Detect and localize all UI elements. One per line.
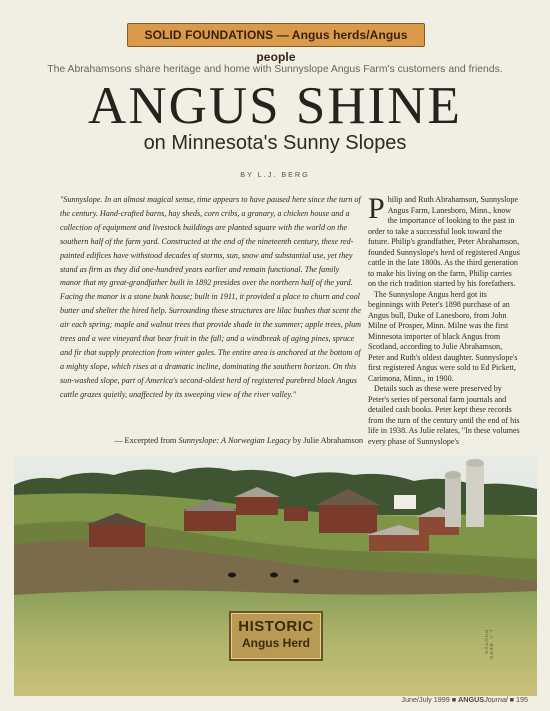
footer-magazine-suffix: Journal (484, 695, 508, 704)
photo-credit: L.J. BERG PHOTOS (484, 630, 494, 661)
excerpt-quote: "Sunnyslope. In an almost magical sense, time appears to have paused here since the turn of the century. Hand-crafted barns, hay sheds, corn cribs, a granary, a chicken house and a collection of equipment and livestock buildings are planted square with the world on the southern half of the farm yard. Constructed at the end of the nineteenth century, these red-painted edifices have withstood decades of storms, sun, snow and substantial use, yet they stand as firm as they did one-hundred years earlier and remain functional. The family manor that my great-grandfather built in 1892 presides over the northern half of the yard. Facing the manor is a stone bunk house; built in 1911, it provided a place to churn and cool butter and shelter the hired help. Surrounding these structures are lilac bushes that scent the air each spring; maple and walnut trees that provide shade in the summer; apple trees, plum trees and a wee vineyard that bear fruit in the fall; and a windbreak of aging pines, spruce and fir that supply protection from winter gales. The entire area is anchored at the bottom of a mighty slope, which rises at a dramatic incline, dominating the southern horizon. On this sun-washed slope, part of America's second-oldest herd of registered purebred black Angus cattle grazes quietly, unaffected by its sweeping view of the river valley." (60, 195, 362, 399)
article-deck: The Abrahamsons share heritage and home with Sunnyslope Angus Farm's customers and friends. (47, 64, 503, 75)
attribution-prefix: — Excerpted from (114, 436, 179, 445)
body-paragraph-2: The Sunnyslope Angus herd got its beginnings with Peter's 1898 purchase of an Angus bull, Duke of Lanesboro, from John Milne of Prosper, Minn. Milne was the first Minnesota importer of black Angus from Scotland, according to Julie Abrahamson, Peter and Ruth's oldest daughter. Sunnyslope's first registered Angus were sold to Ed Pickett, Carimona, Minn., in 1900. (368, 289, 518, 383)
body-paragraph-1 (368, 192, 520, 290)
badge-line-1: HISTORIC (238, 618, 314, 635)
historic-angus-herd-badge (229, 611, 323, 661)
section-banner: SOLID FOUNDATIONS — Angus herds/Angus people (127, 23, 425, 47)
body-paragraph-3: Details such as these were preserved by Peter's series of personal farm journals and detailed cash books. Peter kept these records from the turn of the century until the end of his life in 1938. As Julie relates, "In these volumes every phase of Sunnyslope's (368, 384, 520, 446)
footer-separator-2: ■ (509, 695, 514, 704)
badge-line-2: Angus Herd (241, 636, 310, 650)
drop-cap: P (368, 192, 385, 225)
book-title: Sunnyslope: A Norwegian Legacy (178, 436, 291, 445)
byline: BY L.J. BERG (240, 170, 310, 179)
article-body-column (368, 192, 520, 447)
subheadline: on Minnesota's Sunny Slopes (143, 132, 407, 154)
body-paragraph-1-text: hilip and Ruth Abrahamson, Sunnyslope Angus Farm, Lanesboro, Minn., know the importance of looking to the past in order to take a successful look toward the future. Philip's grandfather, Peter Abrahamson, founded Sunnyslope's herd of registered Angus cattle in the late 1800s. As the third generation to make his living on the farm, Philip carries on the rich tradition started by his forefathers. (368, 195, 520, 288)
footer-magazine: ANGUS (458, 695, 485, 704)
headline: ANGUS SHINE (88, 77, 462, 135)
attribution-suffix: by Julie Abrahamson (290, 436, 363, 445)
excerpt-attribution (83, 436, 363, 445)
footer-page-number: 195 (516, 695, 528, 704)
footer-date: June/July 1999 (401, 695, 450, 704)
footer-separator-1: ■ (451, 695, 457, 704)
page-footer (401, 695, 528, 704)
